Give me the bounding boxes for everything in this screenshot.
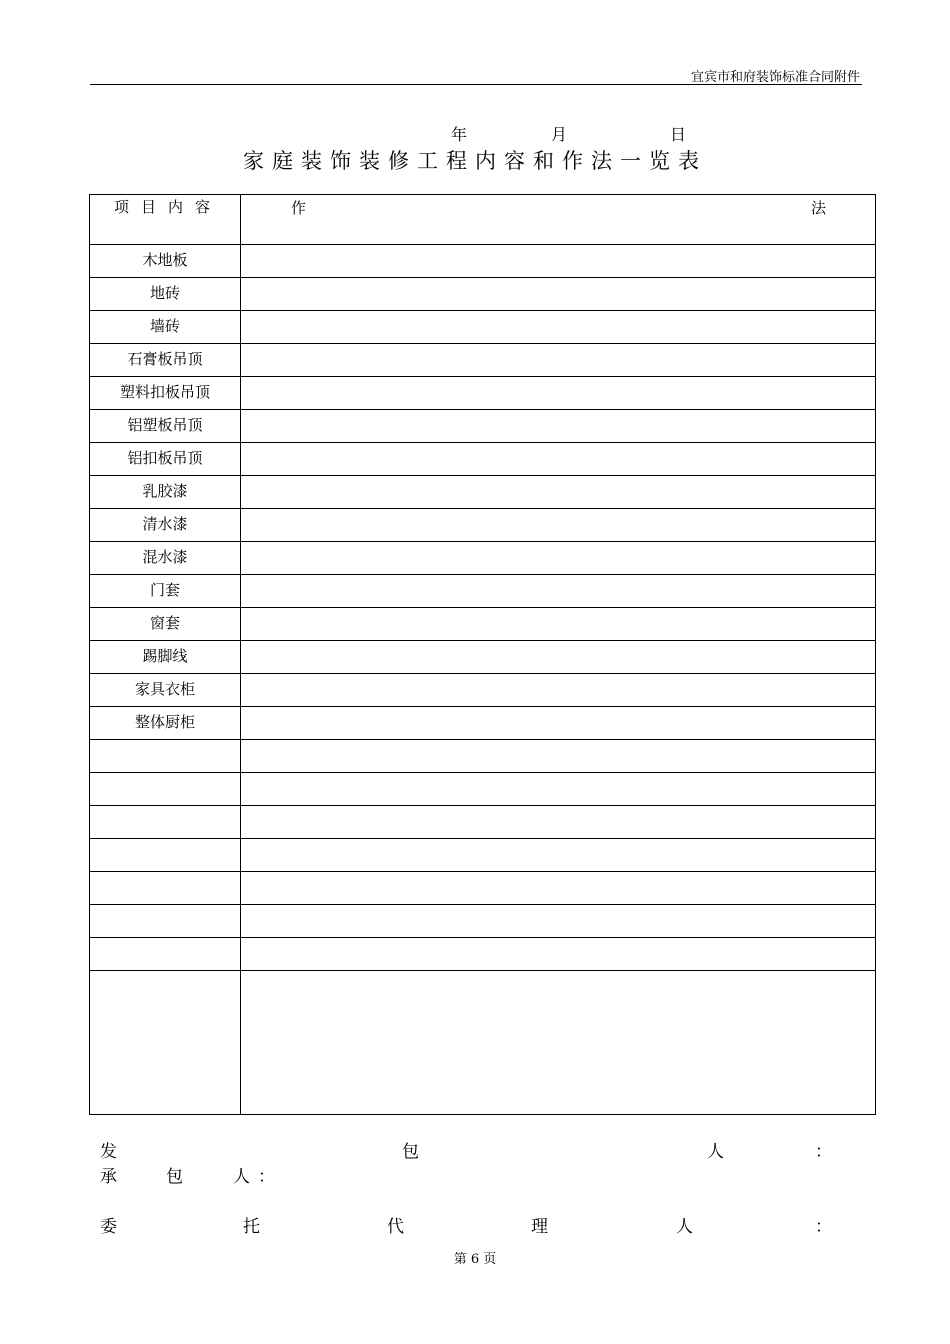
item-cell: 铝扣板吊顶: [90, 443, 241, 476]
remarks-row: [90, 971, 876, 1115]
table-row: [90, 443, 876, 476]
method-cell[interactable]: [241, 872, 876, 905]
item-cell: [90, 872, 241, 905]
table-header-row: [90, 195, 876, 245]
sig-cheng-char1: 承: [100, 1167, 117, 1187]
table-row: [90, 608, 876, 641]
header-divider: [90, 84, 862, 85]
method-cell[interactable]: [241, 641, 876, 674]
item-cell: [90, 806, 241, 839]
table-row: [90, 377, 876, 410]
method-cell[interactable]: [241, 575, 876, 608]
table-row: [90, 674, 876, 707]
item-cell: 门套: [90, 575, 241, 608]
method-cell[interactable]: [241, 443, 876, 476]
table-row: [90, 575, 876, 608]
method-cell[interactable]: [241, 542, 876, 575]
item-cell: 清水漆: [90, 509, 241, 542]
method-cell[interactable]: [241, 311, 876, 344]
item-header-cell: [90, 195, 241, 245]
sig-cheng-char2: 包: [166, 1167, 183, 1187]
method-header-right: 法: [811, 199, 827, 217]
item-cell: 塑料扣板吊顶: [90, 377, 241, 410]
sig-fa-char1: 发: [100, 1142, 117, 1162]
method-cell[interactable]: [241, 344, 876, 377]
item-cell: 木地板: [90, 245, 241, 278]
method-header-cell: [241, 195, 876, 245]
sig-wei-char1: 委: [100, 1217, 117, 1237]
method-cell[interactable]: [241, 377, 876, 410]
table-row: [90, 476, 876, 509]
item-cell: [90, 773, 241, 806]
date-line: [0, 122, 950, 142]
sig-wei-colon: ：: [815, 1217, 832, 1237]
header-text: 宜宾市和府装饰标准合同附件: [690, 70, 860, 85]
item-cell: [90, 905, 241, 938]
sig-fa-char3: 人: [707, 1142, 724, 1162]
table-row: [90, 509, 876, 542]
content-table: [89, 194, 876, 1115]
table-row: [90, 410, 876, 443]
item-cell: 铝塑板吊顶: [90, 410, 241, 443]
item-cell: 乳胶漆: [90, 476, 241, 509]
table-row: [90, 707, 876, 740]
method-cell[interactable]: [241, 509, 876, 542]
table-row: [90, 245, 876, 278]
method-cell[interactable]: [241, 608, 876, 641]
method-cell[interactable]: [241, 938, 876, 971]
method-cell[interactable]: [241, 905, 876, 938]
item-cell: 石膏板吊顶: [90, 344, 241, 377]
table-row: [90, 311, 876, 344]
document-title: 家庭装饰装修工程内容和作法一览表: [243, 149, 707, 173]
method-cell[interactable]: [241, 278, 876, 311]
sig-fa-char2: 包: [402, 1142, 419, 1162]
item-cell: 墙砖: [90, 311, 241, 344]
sig-wei-char2: 托: [243, 1217, 260, 1237]
date-year-label: 年: [451, 125, 468, 144]
method-cell[interactable]: [241, 476, 876, 509]
sig-cheng-colon: ：: [258, 1167, 275, 1187]
table-row: [90, 641, 876, 674]
sig-cheng-char3: 人: [233, 1167, 250, 1187]
table-row: [90, 773, 876, 806]
sig-wei-char3: 代: [387, 1217, 404, 1237]
item-cell: [90, 938, 241, 971]
table-row: [90, 839, 876, 872]
table-row: [90, 740, 876, 773]
date-month-label: 月: [551, 125, 568, 144]
method-cell[interactable]: [241, 740, 876, 773]
item-cell: 混水漆: [90, 542, 241, 575]
remarks-method-cell[interactable]: [241, 971, 876, 1115]
method-header-left: 作: [291, 199, 307, 217]
method-cell[interactable]: [241, 674, 876, 707]
table-row: [90, 872, 876, 905]
remarks-item-cell: [90, 971, 241, 1115]
item-cell: 家具衣柜: [90, 674, 241, 707]
contractor-line: [100, 1162, 830, 1186]
table-row: [90, 344, 876, 377]
item-cell: 踢脚线: [90, 641, 241, 674]
method-cell[interactable]: [241, 410, 876, 443]
item-cell: 地砖: [90, 278, 241, 311]
method-cell[interactable]: [241, 707, 876, 740]
contractor-issuer-line: [100, 1137, 830, 1161]
sig-wei-char4: 理: [531, 1217, 548, 1237]
table-row: [90, 905, 876, 938]
method-cell[interactable]: [241, 245, 876, 278]
item-cell: [90, 839, 241, 872]
table-row: [90, 542, 876, 575]
table-row: [90, 806, 876, 839]
sig-fa-colon: ：: [815, 1142, 832, 1162]
table-row: [90, 938, 876, 971]
method-cell[interactable]: [241, 806, 876, 839]
item-cell: 整体厨柜: [90, 707, 241, 740]
item-cell: [90, 740, 241, 773]
table-row: [90, 278, 876, 311]
item-cell: 窗套: [90, 608, 241, 641]
page-number: 第 6 页: [453, 1252, 497, 1267]
sig-wei-char5: 人: [676, 1217, 693, 1237]
method-cell[interactable]: [241, 839, 876, 872]
item-header-label: 项目内容: [114, 198, 223, 216]
date-day-label: 日: [670, 125, 687, 144]
method-cell[interactable]: [241, 773, 876, 806]
agent-line: [100, 1212, 830, 1236]
